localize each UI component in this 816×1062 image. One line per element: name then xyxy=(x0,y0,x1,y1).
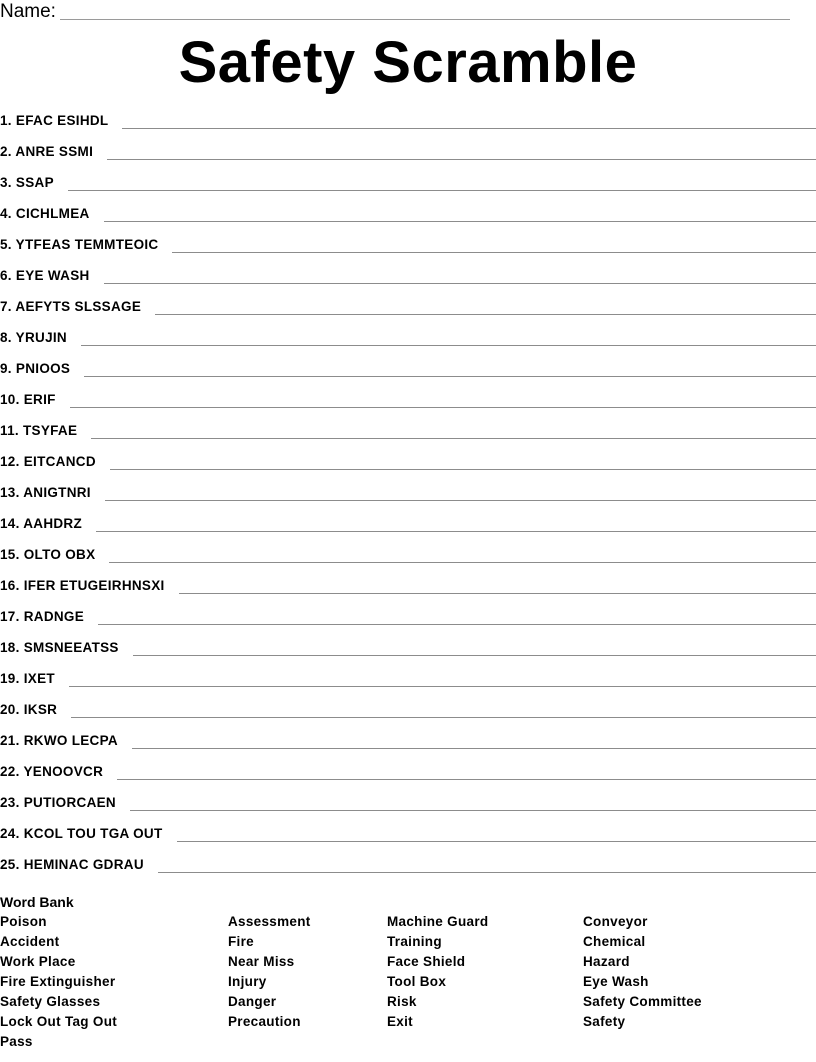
answer-line[interactable] xyxy=(158,872,816,873)
answer-line[interactable] xyxy=(122,128,816,129)
name-input-line[interactable] xyxy=(60,18,790,20)
word-bank-item: Precaution xyxy=(228,1014,301,1029)
scramble-item xyxy=(0,729,816,760)
answer-line[interactable] xyxy=(177,841,816,842)
word-bank-title: Word Bank xyxy=(0,894,74,910)
word-bank-item: Lock Out Tag Out xyxy=(0,1014,118,1029)
word-bank-item: Poison xyxy=(0,914,47,929)
scramble-item xyxy=(0,698,816,729)
answer-line[interactable] xyxy=(91,438,816,439)
word-bank-item: Eye Wash xyxy=(583,974,649,989)
scramble-item xyxy=(0,419,816,450)
scramble-item-label: 18. SMSNEEATSS xyxy=(0,640,119,655)
scramble-item-label: 23. PUTIORCAEN xyxy=(0,795,116,810)
answer-line[interactable] xyxy=(104,221,816,222)
name-label: Name: xyxy=(0,1,56,22)
word-bank-item: Exit xyxy=(387,1014,413,1029)
scramble-item-label: 17. RADNGE xyxy=(0,609,85,624)
scramble-item xyxy=(0,512,816,543)
answer-line[interactable] xyxy=(107,159,816,160)
scramble-item xyxy=(0,295,816,326)
answer-line[interactable] xyxy=(84,376,816,377)
answer-line[interactable] xyxy=(98,624,816,625)
scramble-item xyxy=(0,481,816,512)
answer-line[interactable] xyxy=(96,531,816,532)
scramble-item-label: 21. RKWO LECPA xyxy=(0,733,118,748)
answer-line[interactable] xyxy=(104,283,816,284)
scramble-item-label: 10. ERIF xyxy=(0,392,56,407)
scramble-item-label: 9. PNIOOS xyxy=(0,361,71,376)
answer-line[interactable] xyxy=(105,500,816,501)
scramble-item-label: 22. YENOOVCR xyxy=(0,764,104,779)
scramble-item-label: 3. SSAP xyxy=(0,175,54,190)
scramble-item-label: 16. IFER ETUGEIRHNSXI xyxy=(0,578,165,593)
scramble-item xyxy=(0,326,816,357)
answer-line[interactable] xyxy=(179,593,816,594)
word-bank-item: Face Shield xyxy=(387,954,466,969)
name-row xyxy=(0,0,790,22)
scramble-item-label: 13. ANIGTNRI xyxy=(0,485,91,500)
scramble-item xyxy=(0,574,816,605)
scramble-item-label: 20. IKSR xyxy=(0,702,58,717)
scramble-item xyxy=(0,357,816,388)
word-bank-item: Pass xyxy=(0,1034,33,1049)
word-bank-item: Fire Extinguisher xyxy=(0,974,116,989)
scramble-item xyxy=(0,760,816,791)
scramble-item xyxy=(0,822,816,853)
scramble-item xyxy=(0,636,816,667)
scramble-item xyxy=(0,140,816,171)
word-bank-grid xyxy=(0,912,816,1062)
scramble-item xyxy=(0,543,816,574)
scramble-item-label: 5. YTFEAS TEMMTEOIC xyxy=(0,237,159,252)
answer-line[interactable] xyxy=(109,562,816,563)
page-title: Safety Scramble xyxy=(178,30,638,95)
scramble-item xyxy=(0,791,816,822)
answer-line[interactable] xyxy=(68,190,816,191)
scramble-item-label: 14. AAHDRZ xyxy=(0,516,83,531)
scramble-item xyxy=(0,109,816,140)
scramble-item-label: 15. OLTO OBX xyxy=(0,547,96,562)
word-bank-item: Safety Committee xyxy=(583,994,702,1009)
word-bank-item: Work Place xyxy=(0,954,76,969)
scramble-item-label: 24. KCOL TOU TGA OUT xyxy=(0,826,163,841)
scramble-item xyxy=(0,388,816,419)
word-bank-item: Risk xyxy=(387,994,417,1009)
scramble-item-label: 11. TSYFAE xyxy=(0,423,78,438)
word-bank-item: Accident xyxy=(0,934,60,949)
scramble-item xyxy=(0,264,816,295)
scramble-item-label: 2. ANRE SSMI xyxy=(0,144,94,159)
word-bank-item: Chemical xyxy=(583,934,646,949)
scramble-item-label: 4. CICHLMEA xyxy=(0,206,90,221)
scramble-list xyxy=(0,109,816,884)
word-bank-item: Conveyor xyxy=(583,914,648,929)
scramble-item xyxy=(0,605,816,636)
word-bank-item: Near Miss xyxy=(228,954,295,969)
answer-line[interactable] xyxy=(70,407,816,408)
answer-line[interactable] xyxy=(132,748,816,749)
scramble-item xyxy=(0,202,816,233)
scramble-item xyxy=(0,233,816,264)
answer-line[interactable] xyxy=(155,314,816,315)
answer-line[interactable] xyxy=(110,469,816,470)
answer-line[interactable] xyxy=(69,686,816,687)
answer-line[interactable] xyxy=(133,655,816,656)
answer-line[interactable] xyxy=(81,345,816,346)
word-bank-item: Tool Box xyxy=(387,974,447,989)
scramble-item-label: 25. HEMINAC GDRAU xyxy=(0,857,144,872)
scramble-item xyxy=(0,450,816,481)
scramble-item xyxy=(0,853,816,884)
scramble-item-label: 8. YRUJIN xyxy=(0,330,67,345)
word-bank-item: Fire xyxy=(228,934,254,949)
answer-line[interactable] xyxy=(130,810,816,811)
word-bank-item: Safety xyxy=(583,1014,626,1029)
word-bank-item: Hazard xyxy=(583,954,630,969)
scramble-item xyxy=(0,171,816,202)
scramble-item-label: 7. AEFYTS SLSSAGE xyxy=(0,299,142,314)
scramble-item xyxy=(0,667,816,698)
scramble-item-label: 12. EITCANCD xyxy=(0,454,96,469)
scramble-item-label: 1. EFAC ESIHDL xyxy=(0,113,109,128)
answer-line[interactable] xyxy=(117,779,816,780)
scramble-item-label: 19. IXET xyxy=(0,671,55,686)
word-bank-item: Machine Guard xyxy=(387,914,489,929)
word-bank-item: Injury xyxy=(228,974,267,989)
word-bank-item: Training xyxy=(387,934,442,949)
scramble-item-label: 6. EYE WASH xyxy=(0,268,90,283)
word-bank-item: Danger xyxy=(228,994,277,1009)
answer-line[interactable] xyxy=(172,252,816,253)
answer-line[interactable] xyxy=(71,717,816,718)
word-bank xyxy=(0,892,816,1062)
word-bank-item: Assessment xyxy=(228,914,311,929)
word-bank-item: Safety Glasses xyxy=(0,994,101,1009)
